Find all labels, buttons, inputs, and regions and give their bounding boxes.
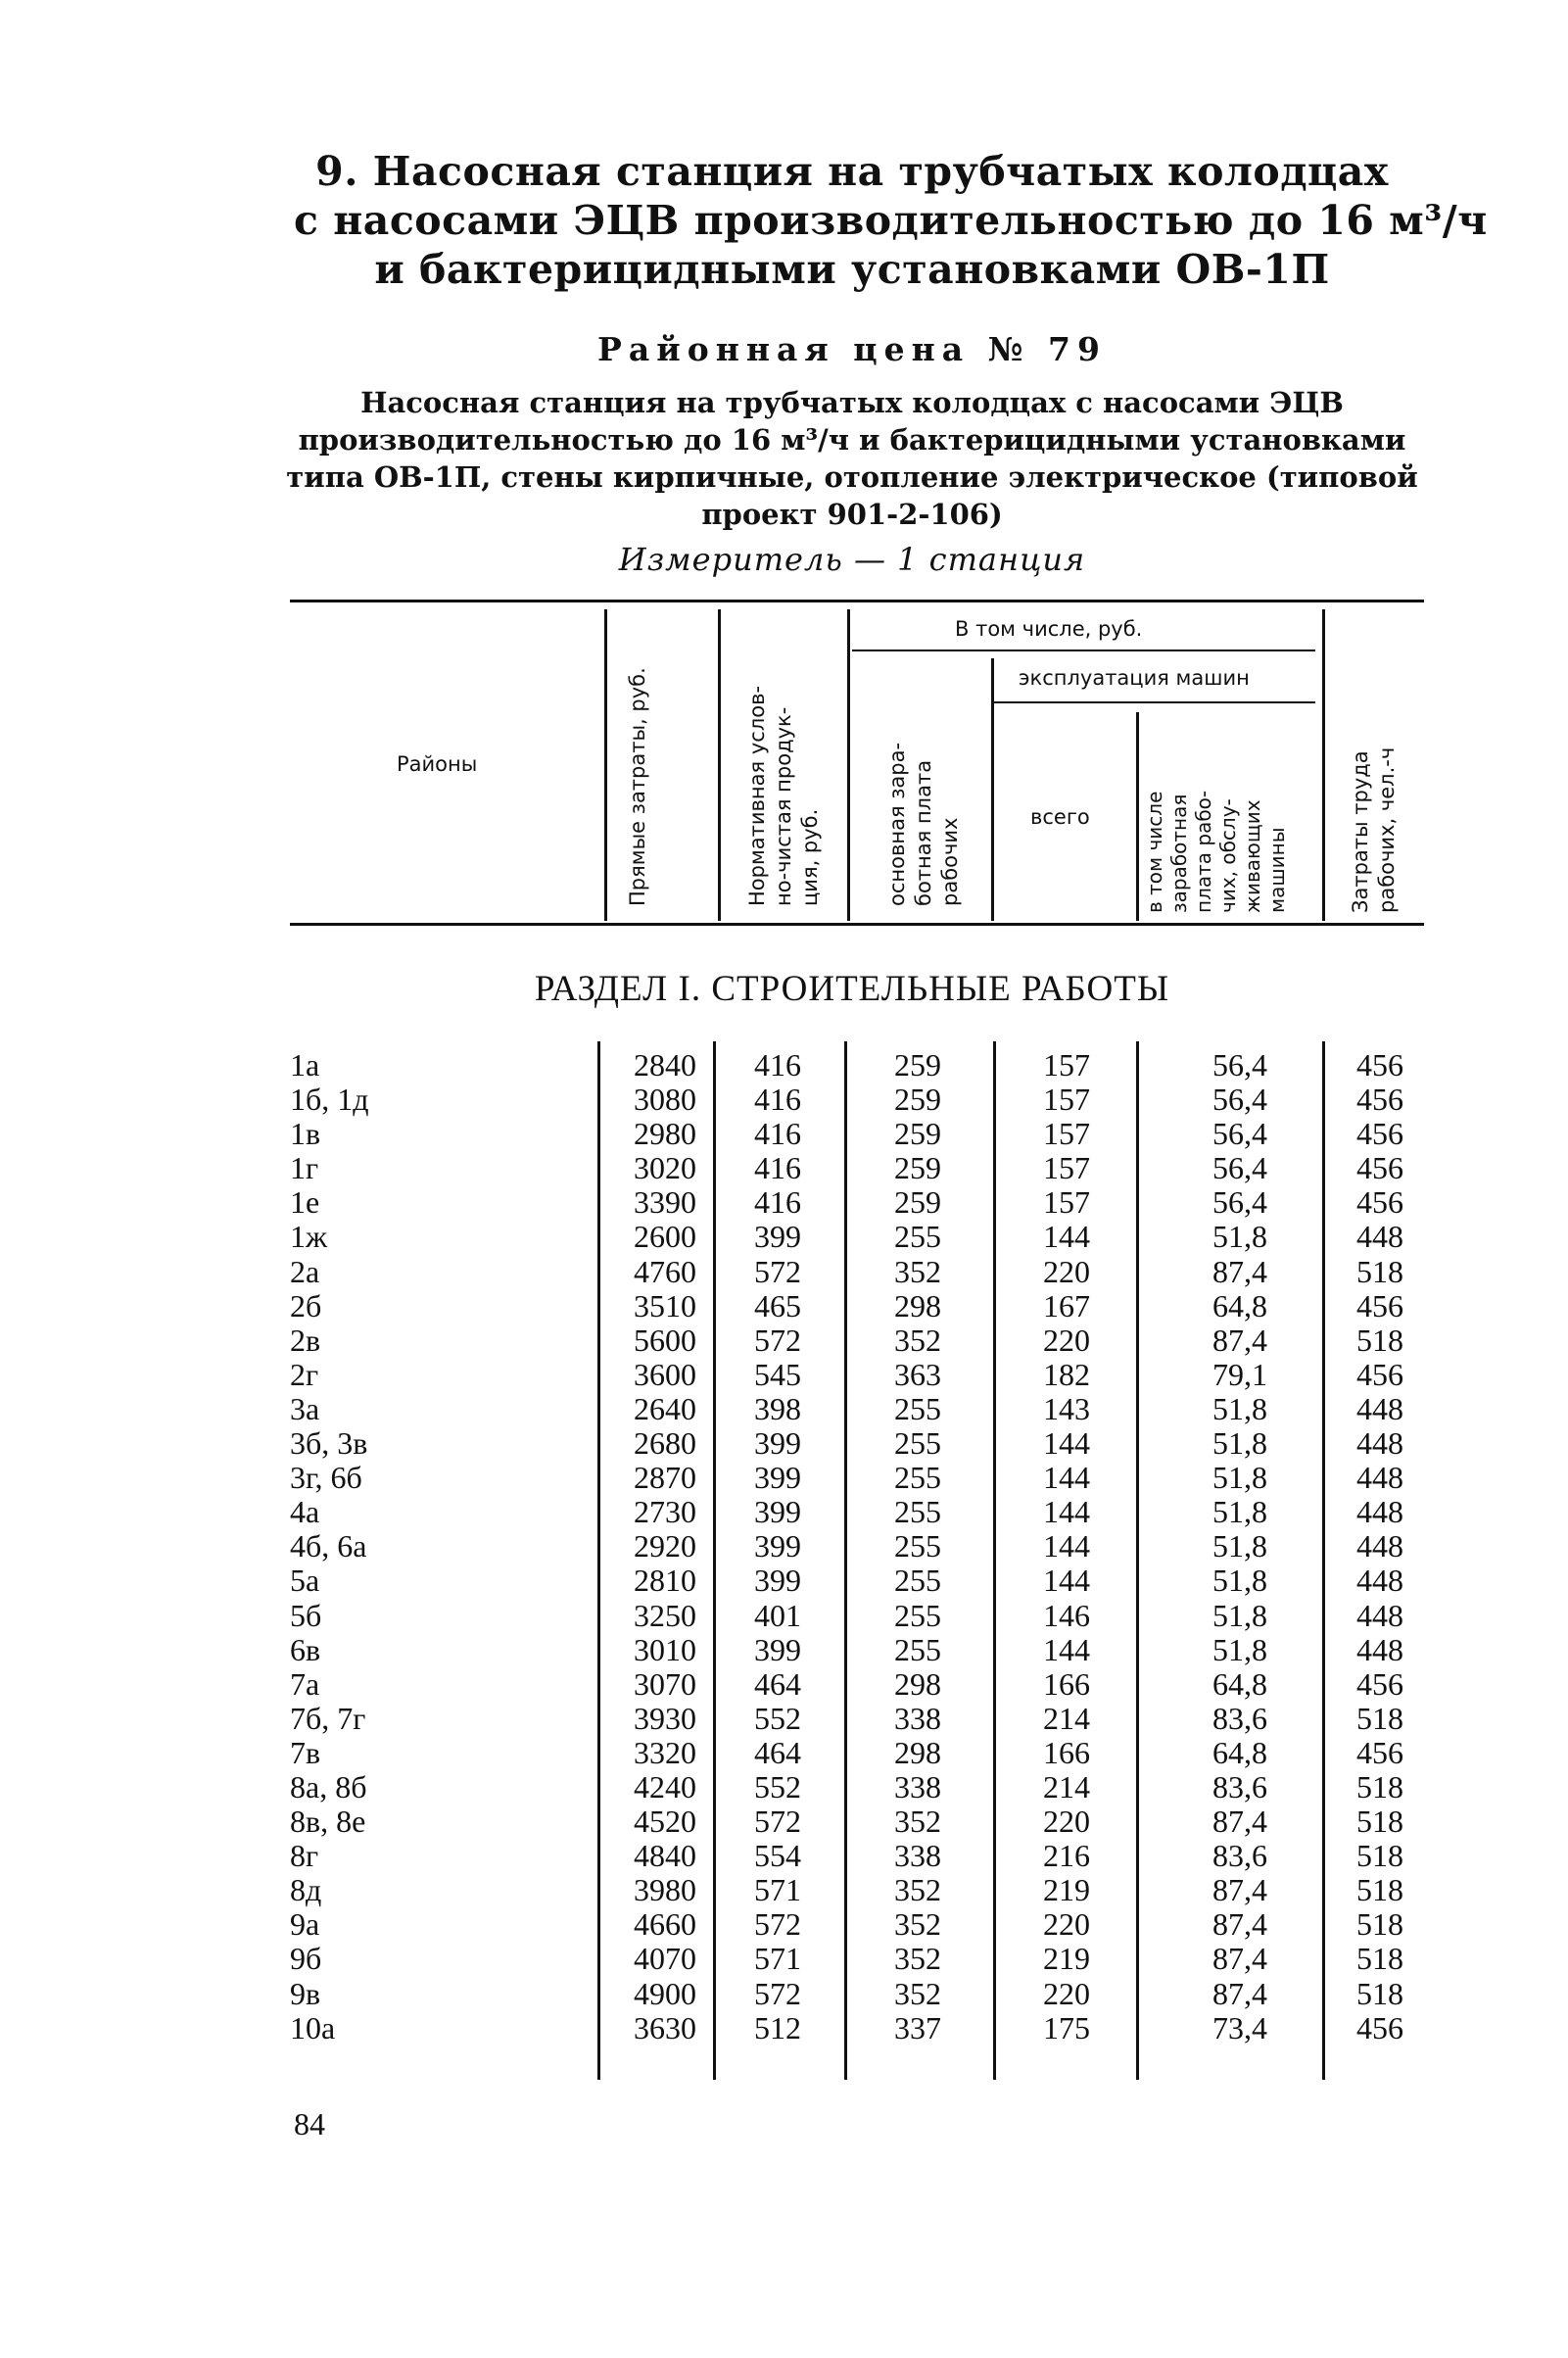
cell-labor: 518 bbox=[1356, 1941, 1403, 1977]
cell-labor: 456 bbox=[1356, 1665, 1403, 1702]
title-line: с насосами ЭЦВ производительностью до 16 м³/ч bbox=[294, 197, 1488, 244]
header-regions: Районы bbox=[397, 752, 478, 776]
cell-region: 3г, 6б bbox=[290, 1460, 362, 1496]
cell-total: 157 bbox=[1043, 1047, 1090, 1083]
table-row bbox=[290, 1289, 1426, 1323]
cell-labor: 518 bbox=[1356, 1253, 1403, 1289]
table-row bbox=[290, 1392, 1426, 1426]
table-row bbox=[290, 1358, 1426, 1392]
cell-labor: 448 bbox=[1356, 1631, 1403, 1667]
header-total: всего bbox=[1030, 805, 1090, 829]
cell-direct: 3510 bbox=[634, 1287, 696, 1323]
table-row bbox=[290, 1083, 1426, 1117]
cell-total: 182 bbox=[1043, 1356, 1090, 1392]
cell-normative: 554 bbox=[754, 1838, 801, 1874]
cell-normative: 399 bbox=[754, 1563, 801, 1599]
cell-labor: 448 bbox=[1356, 1494, 1403, 1530]
cell-region: 7в bbox=[290, 1734, 321, 1770]
cell-region: 1г bbox=[290, 1150, 319, 1186]
cell-normative: 401 bbox=[754, 1597, 801, 1633]
cell-normative: 552 bbox=[754, 1768, 801, 1805]
cell-wage: 259 bbox=[894, 1150, 941, 1186]
cell-labor: 448 bbox=[1356, 1425, 1403, 1462]
cell-region: 8д bbox=[290, 1872, 322, 1908]
cell-region: 5б bbox=[290, 1597, 322, 1633]
cell-machine-wage: 64,8 bbox=[1212, 1287, 1267, 1323]
cell-total: 144 bbox=[1043, 1563, 1090, 1599]
cell-direct: 3390 bbox=[634, 1184, 696, 1221]
cell-region: 2в bbox=[290, 1322, 321, 1358]
cell-total: 166 bbox=[1043, 1734, 1090, 1770]
table-row bbox=[290, 1736, 1426, 1770]
cell-total: 220 bbox=[1043, 1253, 1090, 1289]
title-line: 9. Насосная станция на трубчатых колодцах bbox=[315, 148, 1389, 195]
description-line: проект 901-2-106) bbox=[701, 498, 1003, 531]
cell-wage: 255 bbox=[894, 1597, 941, 1633]
cell-normative: 399 bbox=[754, 1219, 801, 1255]
cell-labor: 448 bbox=[1356, 1219, 1403, 1255]
cell-direct: 4520 bbox=[634, 1804, 696, 1840]
cell-total: 144 bbox=[1043, 1528, 1090, 1564]
cell-wage: 255 bbox=[894, 1425, 941, 1462]
cell-direct: 3930 bbox=[634, 1700, 696, 1736]
cell-labor: 456 bbox=[1356, 1184, 1403, 1221]
table-row bbox=[290, 1185, 1426, 1220]
cell-machine-wage: 73,4 bbox=[1212, 2009, 1267, 2045]
cell-normative: 416 bbox=[754, 1047, 801, 1083]
cell-normative: 464 bbox=[754, 1665, 801, 1702]
cell-machine-wage: 51,8 bbox=[1212, 1563, 1267, 1599]
cell-machine-wage: 56,4 bbox=[1212, 1184, 1267, 1221]
cell-direct: 2680 bbox=[634, 1425, 696, 1462]
cell-machine-wage: 83,6 bbox=[1212, 1700, 1267, 1736]
cell-normative: 416 bbox=[754, 1184, 801, 1221]
header-incl-wage: в том числе заработная плата рабо- чих, обслу- живающих машины bbox=[1143, 790, 1289, 913]
cell-machine-wage: 87,4 bbox=[1212, 1804, 1267, 1840]
cell-labor: 518 bbox=[1356, 1906, 1403, 1943]
cell-direct: 2730 bbox=[634, 1494, 696, 1530]
cell-labor: 456 bbox=[1356, 2009, 1403, 2045]
cell-direct: 2640 bbox=[634, 1390, 696, 1426]
cell-region: 3а bbox=[290, 1390, 320, 1426]
cell-total: 214 bbox=[1043, 1768, 1090, 1805]
header-base-wage: основная зара- ботная плата рабочих bbox=[885, 742, 962, 906]
table-row bbox=[290, 1942, 1426, 1976]
cell-direct: 4070 bbox=[634, 1941, 696, 1977]
cell-machine-wage: 51,8 bbox=[1212, 1631, 1267, 1667]
cell-normative: 465 bbox=[754, 1287, 801, 1323]
table-row bbox=[290, 1805, 1426, 1839]
cell-direct: 3630 bbox=[634, 2009, 696, 2045]
cell-direct: 4760 bbox=[634, 1253, 696, 1289]
col-separator bbox=[991, 658, 994, 921]
col-separator bbox=[604, 609, 607, 921]
cell-machine-wage: 56,4 bbox=[1212, 1116, 1267, 1152]
cell-normative: 416 bbox=[754, 1116, 801, 1152]
cell-direct: 3600 bbox=[634, 1356, 696, 1392]
cell-wage: 255 bbox=[894, 1528, 941, 1564]
cell-region: 8г bbox=[290, 1838, 319, 1874]
cell-total: 167 bbox=[1043, 1287, 1090, 1323]
table-row bbox=[290, 1873, 1426, 1907]
cell-wage: 352 bbox=[894, 1906, 941, 1943]
cell-machine-wage: 56,4 bbox=[1212, 1082, 1267, 1118]
table-row bbox=[290, 1977, 1426, 2011]
cell-total: 157 bbox=[1043, 1116, 1090, 1152]
cell-normative: 572 bbox=[754, 1253, 801, 1289]
description-line: производительностью до 16 м³/ч и бактерицидными установками bbox=[298, 423, 1406, 457]
table-row bbox=[290, 1702, 1426, 1736]
cell-machine-wage: 87,4 bbox=[1212, 1975, 1267, 2011]
cell-machine-wage: 51,8 bbox=[1212, 1460, 1267, 1496]
table-row bbox=[290, 1255, 1426, 1289]
cell-normative: 572 bbox=[754, 1975, 801, 2011]
cell-machine-wage: 87,4 bbox=[1212, 1906, 1267, 1943]
table-row bbox=[290, 1220, 1426, 1254]
cell-wage: 338 bbox=[894, 1700, 941, 1736]
cell-direct: 2840 bbox=[634, 1047, 696, 1083]
cell-direct: 3320 bbox=[634, 1734, 696, 1770]
table-row bbox=[290, 1461, 1426, 1495]
cell-region: 4а bbox=[290, 1494, 320, 1530]
cell-region: 6в bbox=[290, 1631, 321, 1667]
cell-direct: 3080 bbox=[634, 1082, 696, 1118]
cell-machine-wage: 51,8 bbox=[1212, 1390, 1267, 1426]
cell-wage: 298 bbox=[894, 1734, 941, 1770]
cell-normative: 464 bbox=[754, 1734, 801, 1770]
header-top-rule bbox=[290, 600, 1424, 602]
cell-normative: 571 bbox=[754, 1941, 801, 1977]
cell-direct: 3980 bbox=[634, 1872, 696, 1908]
table-row bbox=[290, 1151, 1426, 1185]
cell-wage: 352 bbox=[894, 1804, 941, 1840]
table-row bbox=[290, 1426, 1426, 1461]
cell-normative: 399 bbox=[754, 1631, 801, 1667]
cell-region: 7а bbox=[290, 1665, 320, 1702]
table-row bbox=[290, 1323, 1426, 1358]
header-labor: Затраты труда рабочих, чел.-ч bbox=[1349, 746, 1399, 913]
cell-normative: 399 bbox=[754, 1425, 801, 1462]
cell-region: 1б, 1д bbox=[290, 1082, 369, 1118]
cell-machine-wage: 79,1 bbox=[1212, 1356, 1267, 1392]
cell-region: 1в bbox=[290, 1116, 321, 1152]
cell-wage: 259 bbox=[894, 1047, 941, 1083]
cell-total: 220 bbox=[1043, 1804, 1090, 1840]
cell-machine-wage: 87,4 bbox=[1212, 1253, 1267, 1289]
cell-direct: 3070 bbox=[634, 1665, 696, 1702]
cell-machine-wage: 56,4 bbox=[1212, 1047, 1267, 1083]
cell-machine-wage: 83,6 bbox=[1212, 1768, 1267, 1805]
table-row bbox=[290, 1770, 1426, 1805]
cell-region: 1а bbox=[290, 1047, 320, 1083]
cell-region: 4б, 6а bbox=[290, 1528, 367, 1564]
cell-total: 219 bbox=[1043, 1941, 1090, 1977]
cell-total: 157 bbox=[1043, 1082, 1090, 1118]
table-row bbox=[290, 1048, 1426, 1083]
description-line: типа ОВ-1П, стены кирпичные, отопление электрическое (типовой bbox=[286, 460, 1418, 494]
header-including: В том числе, руб. bbox=[955, 617, 1143, 641]
cell-labor: 448 bbox=[1356, 1390, 1403, 1426]
cell-labor: 456 bbox=[1356, 1116, 1403, 1152]
cell-wage: 298 bbox=[894, 1665, 941, 1702]
cell-direct: 4840 bbox=[634, 1838, 696, 1874]
including-rule bbox=[852, 650, 1315, 651]
document-title bbox=[294, 147, 1488, 294]
cell-region: 8а, 8б bbox=[290, 1768, 367, 1805]
header-direct-costs: Прямые затраты, руб. bbox=[626, 667, 649, 906]
col-separator bbox=[1136, 712, 1139, 921]
cell-total: 144 bbox=[1043, 1631, 1090, 1667]
cell-labor: 518 bbox=[1356, 1838, 1403, 1874]
cell-total: 220 bbox=[1043, 1975, 1090, 2011]
cell-labor: 456 bbox=[1356, 1150, 1403, 1186]
cell-labor: 518 bbox=[1356, 1872, 1403, 1908]
cell-normative: 399 bbox=[754, 1494, 801, 1530]
table-row bbox=[290, 1495, 1426, 1529]
cell-total: 175 bbox=[1043, 2009, 1090, 2045]
cell-machine-wage: 51,8 bbox=[1212, 1528, 1267, 1564]
cell-total: 157 bbox=[1043, 1184, 1090, 1221]
cell-direct: 2920 bbox=[634, 1528, 696, 1564]
cell-wage: 255 bbox=[894, 1219, 941, 1255]
data-rows bbox=[290, 1048, 1426, 2045]
cell-labor: 456 bbox=[1356, 1734, 1403, 1770]
cell-region: 9а bbox=[290, 1906, 320, 1943]
cell-machine-wage: 51,8 bbox=[1212, 1597, 1267, 1633]
cell-wage: 255 bbox=[894, 1631, 941, 1667]
cell-region: 9в bbox=[290, 1975, 321, 2011]
cell-region: 2б bbox=[290, 1287, 322, 1323]
cell-normative: 572 bbox=[754, 1804, 801, 1840]
cell-total: 166 bbox=[1043, 1665, 1090, 1702]
cell-normative: 399 bbox=[754, 1460, 801, 1496]
col-separator bbox=[1322, 609, 1325, 921]
cell-wage: 255 bbox=[894, 1460, 941, 1496]
cell-wage: 338 bbox=[894, 1768, 941, 1805]
cell-wage: 363 bbox=[894, 1356, 941, 1392]
cell-labor: 448 bbox=[1356, 1563, 1403, 1599]
cell-labor: 456 bbox=[1356, 1287, 1403, 1323]
cell-normative: 512 bbox=[754, 2009, 801, 2045]
cell-normative: 572 bbox=[754, 1906, 801, 1943]
cell-labor: 456 bbox=[1356, 1082, 1403, 1118]
col-separator bbox=[847, 609, 850, 921]
cell-wage: 255 bbox=[894, 1563, 941, 1599]
col-separator bbox=[718, 609, 721, 921]
cell-region: 5а bbox=[290, 1563, 320, 1599]
header-machine-operation: эксплуатация машин bbox=[1019, 666, 1250, 690]
page-number: 84 bbox=[294, 2106, 325, 2141]
cell-machine-wage: 51,8 bbox=[1212, 1219, 1267, 1255]
cell-wage: 259 bbox=[894, 1116, 941, 1152]
cell-wage: 259 bbox=[894, 1082, 941, 1118]
cell-direct: 2810 bbox=[634, 1563, 696, 1599]
cell-total: 143 bbox=[1043, 1390, 1090, 1426]
cell-direct: 3020 bbox=[634, 1150, 696, 1186]
cell-labor: 518 bbox=[1356, 1322, 1403, 1358]
cell-machine-wage: 87,4 bbox=[1212, 1872, 1267, 1908]
cell-direct: 4660 bbox=[634, 1906, 696, 1943]
cell-labor: 448 bbox=[1356, 1528, 1403, 1564]
table-row bbox=[290, 1599, 1426, 1633]
cell-wage: 337 bbox=[894, 2009, 941, 2045]
cell-wage: 259 bbox=[894, 1184, 941, 1221]
cell-labor: 456 bbox=[1356, 1356, 1403, 1392]
cell-machine-wage: 64,8 bbox=[1212, 1734, 1267, 1770]
cell-normative: 398 bbox=[754, 1390, 801, 1426]
cell-region: 2а bbox=[290, 1253, 320, 1289]
cell-labor: 456 bbox=[1356, 1047, 1403, 1083]
table-row bbox=[290, 1907, 1426, 1942]
cell-wage: 255 bbox=[894, 1390, 941, 1426]
cell-total: 216 bbox=[1043, 1838, 1090, 1874]
table-row bbox=[290, 1839, 1426, 1873]
measure-unit: Измеритель — 1 станция bbox=[618, 541, 1086, 578]
cell-region: 7б, 7г bbox=[290, 1700, 366, 1736]
cell-normative: 571 bbox=[754, 1872, 801, 1908]
cell-machine-wage: 51,8 bbox=[1212, 1425, 1267, 1462]
cell-total: 157 bbox=[1043, 1150, 1090, 1186]
cell-wage: 352 bbox=[894, 1872, 941, 1908]
cell-region: 2г bbox=[290, 1356, 319, 1392]
cell-wage: 338 bbox=[894, 1838, 941, 1874]
cell-total: 144 bbox=[1043, 1460, 1090, 1496]
table-row bbox=[290, 1564, 1426, 1598]
description-line: Насосная станция на трубчатых колодцах с насосами ЭЦВ bbox=[360, 386, 1344, 419]
cell-region: 3б, 3в bbox=[290, 1425, 368, 1462]
cell-direct: 4240 bbox=[634, 1768, 696, 1805]
cell-direct: 3250 bbox=[634, 1597, 696, 1633]
cell-region: 1е bbox=[290, 1184, 320, 1221]
cell-total: 220 bbox=[1043, 1906, 1090, 1943]
section-title: РАЗДЕЛ I. СТРОИТЕЛЬНЫЕ РАБОТЫ bbox=[534, 969, 1170, 1009]
cell-wage: 352 bbox=[894, 1253, 941, 1289]
table-row bbox=[290, 1529, 1426, 1564]
cell-direct: 3010 bbox=[634, 1631, 696, 1667]
cell-direct: 4900 bbox=[634, 1975, 696, 2011]
cell-labor: 518 bbox=[1356, 1975, 1403, 2011]
cell-machine-wage: 56,4 bbox=[1212, 1150, 1267, 1186]
cell-labor: 518 bbox=[1356, 1804, 1403, 1840]
title-line: и бактерицидными установками ОВ-1П bbox=[374, 246, 1330, 293]
cell-total: 144 bbox=[1043, 1494, 1090, 1530]
cell-normative: 552 bbox=[754, 1700, 801, 1736]
cell-direct: 2870 bbox=[634, 1460, 696, 1496]
machine-rule bbox=[994, 701, 1315, 703]
cell-total: 144 bbox=[1043, 1219, 1090, 1255]
table-row bbox=[290, 1633, 1426, 1667]
cell-labor: 518 bbox=[1356, 1700, 1403, 1736]
cell-wage: 255 bbox=[894, 1494, 941, 1530]
cell-total: 144 bbox=[1043, 1425, 1090, 1462]
cell-normative: 572 bbox=[754, 1322, 801, 1358]
cell-normative: 416 bbox=[754, 1082, 801, 1118]
cell-direct: 2980 bbox=[634, 1116, 696, 1152]
table-row bbox=[290, 2011, 1426, 2045]
cell-wage: 352 bbox=[894, 1322, 941, 1358]
cell-region: 1ж bbox=[290, 1219, 328, 1255]
cell-region: 10а bbox=[290, 2009, 336, 2045]
cell-direct: 2600 bbox=[634, 1219, 696, 1255]
cell-machine-wage: 83,6 bbox=[1212, 1838, 1267, 1874]
table-row bbox=[290, 1117, 1426, 1151]
cell-total: 146 bbox=[1043, 1597, 1090, 1633]
header-normative-output: Нормативная услов- но-чистая продук- ция, руб. bbox=[745, 685, 822, 906]
cell-machine-wage: 64,8 bbox=[1212, 1665, 1267, 1702]
cell-machine-wage: 87,4 bbox=[1212, 1322, 1267, 1358]
cell-machine-wage: 51,8 bbox=[1212, 1494, 1267, 1530]
cell-labor: 448 bbox=[1356, 1597, 1403, 1633]
cell-wage: 298 bbox=[894, 1287, 941, 1323]
price-heading: Районная цена № 79 bbox=[597, 330, 1107, 368]
cell-machine-wage: 87,4 bbox=[1212, 1941, 1267, 1977]
cell-total: 214 bbox=[1043, 1700, 1090, 1736]
cell-total: 220 bbox=[1043, 1322, 1090, 1358]
cell-normative: 545 bbox=[754, 1356, 801, 1392]
cell-normative: 399 bbox=[754, 1528, 801, 1564]
cell-region: 8в, 8е bbox=[290, 1804, 366, 1840]
cell-normative: 416 bbox=[754, 1150, 801, 1186]
header-bottom-rule bbox=[290, 923, 1424, 926]
cell-wage: 352 bbox=[894, 1941, 941, 1977]
table-row bbox=[290, 1667, 1426, 1702]
cell-wage: 352 bbox=[894, 1975, 941, 2011]
cell-labor: 518 bbox=[1356, 1768, 1403, 1805]
cell-region: 9б bbox=[290, 1941, 322, 1977]
cell-labor: 448 bbox=[1356, 1460, 1403, 1496]
cell-direct: 5600 bbox=[634, 1322, 696, 1358]
cell-total: 219 bbox=[1043, 1872, 1090, 1908]
description bbox=[284, 384, 1420, 533]
